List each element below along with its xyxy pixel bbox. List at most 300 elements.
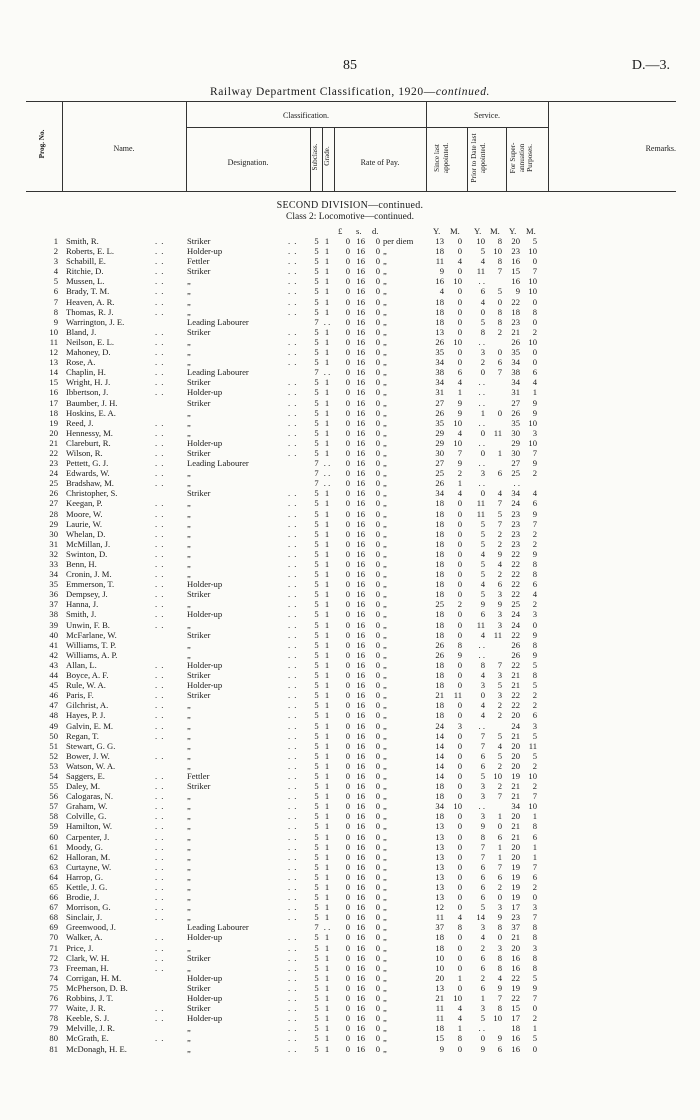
cell-subclass: 5 — [314, 811, 319, 822]
cell-designation: Striker — [187, 377, 211, 388]
header-subclass: Subclass. — [311, 143, 319, 171]
cell-pay-pence: 0 — [375, 952, 380, 963]
cell-since-years: 26 — [435, 336, 444, 347]
unit-years-since: Y. — [433, 226, 441, 236]
cell-designation: „ — [187, 740, 191, 751]
cell-since-years: 13 — [435, 871, 444, 882]
table-row — [0, 630, 700, 640]
cell-since-months: 0 — [457, 569, 462, 580]
table-row — [0, 478, 700, 488]
cell-super-years: 20 — [511, 236, 520, 246]
cell-super-months: 9 — [532, 548, 537, 559]
cell-name-leader-dots: . . — [155, 559, 165, 569]
cell-name: Hanna, J. — [66, 599, 99, 610]
cell-since-months: 0 — [457, 791, 462, 802]
cell-pay-period: „ — [383, 670, 387, 681]
cell-pay-period: „ — [383, 1023, 387, 1034]
cell-since-months: 10 — [453, 417, 462, 428]
cell-prog-no: 32 — [49, 548, 58, 559]
cell-prior-years: 6 — [480, 760, 485, 771]
cell-since-years: 18 — [435, 296, 444, 307]
cell-name-leader-dots: . . — [155, 538, 165, 549]
cell-prior-months: 4 — [497, 488, 502, 499]
cell-name-leader-dots: . . — [155, 569, 165, 580]
cell-pay-period: „ — [383, 498, 387, 509]
cell-pay-pounds: 0 — [345, 377, 350, 388]
cell-pay-shillings: 16 — [356, 730, 365, 741]
cell-super-months: 8 — [532, 559, 537, 569]
table-row — [0, 398, 700, 408]
cell-since-months: 0 — [457, 316, 462, 327]
cell-super-months: 10 — [528, 417, 537, 428]
cell-prior-months: 8 — [497, 236, 502, 246]
cell-prog-no: 48 — [49, 710, 58, 721]
cell-super-years: 20 — [511, 811, 520, 822]
table-row — [0, 771, 700, 781]
cell-designation: Leading Labourer — [187, 316, 249, 327]
cell-designation: Leading Labourer — [187, 922, 249, 933]
cell-pay-shillings: 16 — [356, 427, 365, 438]
cell-pay-period: „ — [383, 427, 387, 438]
cell-super-months: 7 — [532, 266, 537, 277]
cell-prior-months: 10 — [493, 770, 502, 781]
cell-pay-period: „ — [383, 296, 387, 307]
cell-subclass: 5 — [314, 387, 319, 398]
cell-prior-months: 7 — [497, 367, 502, 378]
cell-super-years: 22 — [511, 579, 520, 590]
cell-pay-pounds: 0 — [345, 609, 350, 620]
cell-pay-pounds: 0 — [345, 559, 350, 569]
cell-super-months: 2 — [532, 1013, 537, 1024]
cell-since-years: 18 — [435, 538, 444, 549]
cell-super-months: 9 — [532, 458, 537, 469]
cell-grade: 1 — [324, 619, 330, 630]
cell-pay-pence: 0 — [375, 851, 380, 862]
cell-designation: Striker — [187, 488, 211, 499]
cell-subclass: 5 — [314, 912, 319, 923]
cell-name-leader-dots: . . — [155, 589, 165, 600]
table-row — [0, 670, 700, 680]
cell-since-years: 34 — [435, 801, 444, 812]
cell-designation-leader-dots: . . — [288, 417, 298, 428]
cell-pay-period: „ — [383, 700, 387, 711]
cell-grade: 1 — [324, 892, 330, 903]
cell-pay-pounds: 0 — [345, 892, 350, 903]
cell-prior-years: 8 — [480, 659, 485, 670]
cell-designation-leader-dots: . . — [288, 902, 298, 913]
cell-name-leader-dots: . . — [155, 781, 165, 792]
table-row — [0, 680, 700, 690]
cell-super-years: 23 — [511, 518, 520, 529]
cell-since-months: 9 — [457, 458, 462, 469]
unit-months-super: M. — [526, 226, 536, 236]
cell-name: Melville, J. R. — [66, 1023, 115, 1034]
cell-name: Brady, T. M. — [66, 286, 110, 297]
cell-name-leader-dots: . . — [155, 286, 165, 297]
cell-super-years: 21 — [511, 670, 520, 681]
cell-name-leader-dots: . . — [155, 599, 165, 610]
cell-since-months: 0 — [457, 710, 462, 721]
cell-pay-pence: 0 — [375, 447, 380, 458]
cell-designation: „ — [187, 882, 191, 892]
cell-designation-leader-dots: . . — [288, 639, 298, 650]
cell-grade: 1 — [324, 791, 330, 802]
table-row — [0, 428, 700, 438]
cell-prog-no: 74 — [49, 972, 58, 983]
cell-super-months: 10 — [528, 801, 537, 812]
cell-pay-pounds: 0 — [345, 659, 350, 670]
cell-pay-pounds: 0 — [345, 478, 350, 489]
cell-name-leader-dots: . . — [155, 821, 165, 832]
cell-subclass: 5 — [314, 750, 319, 761]
cell-prog-no: 41 — [49, 639, 58, 650]
cell-pay-pence: 0 — [375, 831, 380, 842]
cell-super-months: 6 — [532, 498, 537, 509]
cell-pay-pence: 0 — [375, 296, 380, 307]
cell-prior-years: 3 — [480, 791, 485, 802]
cell-grade: 1 — [324, 336, 330, 347]
cell-since-years: 4 — [439, 286, 444, 297]
cell-prior-months: 11 — [493, 629, 502, 640]
cell-super-months: 5 — [532, 680, 537, 691]
cell-designation-leader-dots: . . — [288, 619, 298, 630]
cell-since-years: 13 — [435, 326, 444, 337]
table-row — [0, 700, 700, 710]
cell-name: Price, J. — [66, 942, 94, 953]
cell-since-years: 18 — [435, 619, 444, 630]
cell-subclass: 5 — [314, 296, 319, 307]
cell-designation: „ — [187, 427, 191, 438]
cell-name: Warrington, J. E. — [66, 316, 125, 327]
cell-prior-months: 2 — [497, 882, 502, 892]
cell-since-months: 0 — [457, 821, 462, 832]
cell-name-leader-dots: . . — [155, 861, 165, 872]
cell-prior-months: 1 — [497, 447, 502, 458]
cell-super-months: 8 — [532, 569, 537, 580]
cell-pay-shillings: 16 — [356, 236, 365, 246]
cell-designation: „ — [187, 407, 191, 418]
cell-pay-shillings: 16 — [356, 316, 365, 327]
cell-pay-shillings: 16 — [356, 1043, 365, 1054]
cell-name: Calogaras, N. — [66, 791, 114, 802]
cell-super-months: 3 — [532, 609, 537, 620]
cell-pay-shillings: 16 — [356, 276, 365, 287]
table-row — [0, 286, 700, 296]
cell-pay-pounds: 0 — [345, 1033, 350, 1044]
cell-prior-years: 0 — [480, 427, 485, 438]
cell-name: McMillan, J. — [66, 538, 111, 549]
cell-pay-pounds: 0 — [345, 740, 350, 751]
cell-pay-pence: 0 — [375, 286, 380, 297]
table-row — [0, 438, 700, 448]
cell-designation: Striker — [187, 781, 211, 792]
cell-designation-leader-dots: . . — [288, 781, 298, 792]
cell-subclass: 5 — [314, 508, 319, 519]
cell-pay-period: „ — [383, 528, 387, 539]
cell-super-months: 3 — [532, 902, 537, 913]
cell-prior-years: . . — [478, 397, 485, 408]
cell-designation-leader-dots: . . — [288, 387, 298, 398]
cell-super-months: 10 — [528, 336, 537, 347]
cell-super-years: 19 — [511, 982, 520, 993]
cell-subclass: 5 — [314, 730, 319, 741]
table-row — [0, 519, 700, 529]
cell-super-years: 34 — [511, 377, 520, 388]
table-row — [0, 892, 700, 902]
cell-name: Graham, W. — [66, 801, 108, 812]
cell-prior-months: 2 — [497, 700, 502, 711]
cell-name: Hayes, P. J. — [66, 710, 106, 721]
cell-since-years: 34 — [435, 377, 444, 388]
cell-subclass: 5 — [314, 246, 319, 257]
cell-designation-leader-dots: . . — [288, 972, 298, 983]
cell-super-months: 1 — [532, 387, 537, 398]
cell-prior-years: . . — [478, 801, 485, 812]
cell-designation-leader-dots: . . — [288, 680, 298, 691]
unit-pounds: £ — [338, 226, 343, 236]
table-row — [0, 973, 700, 983]
cell-pay-period: „ — [383, 851, 387, 862]
cell-subclass: 5 — [314, 579, 319, 590]
cell-since-months: 1 — [457, 972, 462, 983]
cell-pay-pounds: 0 — [345, 690, 350, 701]
cell-designation-leader-dots: . . — [288, 942, 298, 953]
table-row — [0, 498, 700, 508]
cell-designation-leader-dots: . . — [288, 1013, 298, 1024]
cell-prog-no: 76 — [49, 993, 58, 1004]
cell-prog-no: 38 — [49, 609, 58, 620]
cell-pay-shillings: 16 — [356, 942, 365, 953]
cell-since-months: 0 — [457, 326, 462, 337]
cell-pay-pence: 0 — [375, 639, 380, 650]
cell-designation-leader-dots: . . — [288, 871, 298, 882]
cell-prior-years: 5 — [480, 518, 485, 529]
cell-since-months: 0 — [457, 811, 462, 822]
cell-grade: 1 — [324, 377, 330, 388]
cell-super-years: 16 — [511, 1033, 520, 1044]
cell-since-months: 0 — [457, 750, 462, 761]
cell-since-years: 14 — [435, 750, 444, 761]
cell-since-years: 18 — [435, 528, 444, 539]
cell-subclass: 5 — [314, 932, 319, 943]
cell-designation: „ — [187, 710, 191, 721]
cell-designation-leader-dots: . . — [288, 993, 298, 1004]
cell-prior-years: 2 — [480, 357, 485, 368]
cell-name: Rose, A. — [66, 357, 96, 368]
cell-pay-period: „ — [383, 770, 387, 781]
cell-designation-leader-dots: . . — [288, 246, 298, 257]
cell-name: Edwards, W. — [66, 468, 110, 479]
cell-name: Benn, H. — [66, 559, 97, 569]
cell-since-years: 9 — [439, 266, 444, 277]
header-prior-to: Prior to Date last appointed. — [470, 133, 487, 183]
cell-prog-no: 49 — [49, 720, 58, 731]
page-title-main: Railway Department Classification, 1920— — [209, 86, 436, 98]
cell-subclass: 5 — [314, 306, 319, 317]
cell-pay-period: „ — [383, 437, 387, 448]
cell-subclass: 5 — [314, 892, 319, 903]
cell-prior-years: 3 — [480, 680, 485, 691]
cell-pay-pounds: 0 — [345, 447, 350, 458]
cell-prior-months: 9 — [497, 599, 502, 610]
cell-super-months: 7 — [532, 518, 537, 529]
cell-since-months: 0 — [457, 579, 462, 590]
cell-prog-no: 59 — [49, 821, 58, 832]
cell-since-years: 34 — [435, 357, 444, 368]
header-designation: Designation. — [227, 158, 269, 167]
cell-since-years: 35 — [435, 347, 444, 358]
cell-super-years: 35 — [511, 347, 520, 358]
cell-super-months: 6 — [532, 367, 537, 378]
cell-subclass: 5 — [314, 710, 319, 721]
cell-prior-years: 6 — [480, 609, 485, 620]
cell-designation: „ — [187, 902, 191, 913]
cell-pay-shillings: 16 — [356, 478, 365, 489]
cell-name-leader-dots: . . — [155, 942, 165, 953]
cell-super-years: 26 — [511, 649, 520, 660]
cell-pay-pounds: 0 — [345, 518, 350, 529]
cell-prog-no: 23 — [49, 458, 58, 469]
cell-super-months: 7 — [532, 912, 537, 923]
cell-pay-pence: 0 — [375, 347, 380, 358]
cell-name-leader-dots: . . — [155, 710, 165, 721]
table-row — [0, 932, 700, 942]
cell-pay-shillings: 16 — [356, 851, 365, 862]
unit-months-since: M. — [450, 226, 460, 236]
cell-grade: . . — [323, 922, 331, 933]
cell-prog-no: 50 — [49, 730, 58, 741]
cell-pay-period: „ — [383, 599, 387, 610]
cell-pay-pounds: 0 — [345, 548, 350, 559]
cell-grade: 1 — [324, 670, 330, 681]
cell-designation: Holder-up — [187, 387, 223, 398]
cell-super-years: 23 — [511, 538, 520, 549]
cell-prog-no: 58 — [49, 811, 58, 822]
cell-prior-months: 6 — [497, 468, 502, 479]
cell-pay-shillings: 16 — [356, 831, 365, 842]
cell-pay-shillings: 16 — [356, 639, 365, 650]
cell-name-leader-dots: . . — [155, 528, 165, 539]
cell-grade: 1 — [324, 993, 330, 1004]
cell-pay-period: „ — [383, 518, 387, 529]
cell-prog-no: 13 — [49, 357, 58, 368]
cell-subclass: 5 — [314, 1003, 319, 1014]
cell-super-months: 0 — [532, 256, 537, 267]
cell-subclass: 5 — [314, 639, 319, 650]
cell-super-years: 26 — [511, 639, 520, 650]
cell-super-years: 22 — [511, 993, 520, 1004]
cell-name-leader-dots: . . — [155, 750, 165, 761]
cell-super-months: 5 — [532, 1033, 537, 1044]
cell-subclass: 5 — [314, 266, 319, 277]
cell-since-months: 10 — [453, 801, 462, 812]
cell-subclass: 5 — [314, 548, 319, 559]
cell-subclass: 5 — [314, 336, 319, 347]
cell-subclass: 5 — [314, 993, 319, 1004]
header-prog-no: Prog. No. — [38, 129, 46, 159]
cell-pay-pence: 0 — [375, 670, 380, 681]
table-row — [0, 1013, 700, 1023]
cell-grade: 1 — [324, 730, 330, 741]
cell-designation: Holder-up — [187, 659, 223, 670]
table-row — [0, 609, 700, 619]
cell-prior-months: 2 — [497, 528, 502, 539]
cell-subclass: 7 — [314, 922, 319, 933]
cell-prog-no: 42 — [49, 649, 58, 660]
cell-designation-leader-dots: . . — [288, 831, 298, 842]
cell-designation: „ — [187, 892, 191, 903]
table-row — [0, 297, 700, 307]
table-row — [0, 953, 700, 963]
cell-prior-years: 11 — [476, 508, 485, 519]
cell-pay-period: „ — [383, 801, 387, 812]
cell-prog-no: 4 — [53, 266, 58, 277]
cell-name: Hamilton, W. — [66, 821, 113, 832]
cell-pay-pence: 0 — [375, 336, 380, 347]
cell-subclass: 5 — [314, 569, 319, 580]
cell-designation: Striker — [187, 670, 211, 681]
cell-designation-leader-dots: . . — [288, 861, 298, 872]
cell-designation: „ — [187, 599, 191, 610]
header-name: Name. — [113, 144, 135, 153]
cell-pay-period: „ — [383, 690, 387, 701]
cell-pay-pence: 0 — [375, 801, 380, 812]
cell-subclass: 5 — [314, 599, 319, 610]
cell-since-years: 26 — [435, 639, 444, 650]
cell-pay-shillings: 16 — [356, 468, 365, 479]
cell-super-years: 20 — [511, 851, 520, 862]
cell-pay-shillings: 16 — [356, 902, 365, 913]
cell-super-months: 10 — [528, 246, 537, 257]
cell-name-leader-dots: . . — [155, 437, 165, 448]
cell-since-months: 1 — [457, 1023, 462, 1034]
cell-subclass: 5 — [314, 236, 319, 246]
cell-prior-months: 9 — [497, 548, 502, 559]
cell-pay-shillings: 16 — [356, 407, 365, 418]
cell-since-years: 38 — [435, 367, 444, 378]
cell-prog-no: 55 — [49, 781, 58, 792]
cell-pay-pence: 0 — [375, 498, 380, 509]
cell-pay-pounds: 0 — [345, 306, 350, 317]
cell-since-years: 13 — [435, 841, 444, 852]
cell-designation-leader-dots: . . — [288, 437, 298, 448]
cell-super-years: 15 — [511, 266, 520, 277]
cell-grade: 1 — [324, 982, 330, 993]
cell-pay-shillings: 16 — [356, 760, 365, 771]
cell-pay-shillings: 16 — [356, 861, 365, 872]
cell-subclass: 5 — [314, 1023, 319, 1034]
cell-since-months: 1 — [457, 478, 462, 489]
cell-pay-period: „ — [383, 639, 387, 650]
cell-pay-period: „ — [383, 760, 387, 771]
cell-prior-years: 11 — [476, 266, 485, 277]
cell-subclass: 7 — [314, 316, 319, 327]
cell-designation: „ — [187, 760, 191, 771]
cell-super-months: 9 — [532, 982, 537, 993]
cell-grade: 1 — [324, 801, 330, 812]
cell-pay-period: „ — [383, 710, 387, 721]
cell-pay-shillings: 16 — [356, 740, 365, 751]
cell-pay-pounds: 0 — [345, 730, 350, 741]
cell-subclass: 5 — [314, 286, 319, 297]
cell-name: Colville, G. — [66, 811, 107, 822]
header-since-last: Since last appointed. — [433, 142, 450, 174]
cell-designation: „ — [187, 286, 191, 297]
table-row — [0, 761, 700, 771]
cell-super-years: 34 — [511, 801, 520, 812]
table-row — [0, 650, 700, 660]
cell-pay-shillings: 16 — [356, 599, 365, 610]
